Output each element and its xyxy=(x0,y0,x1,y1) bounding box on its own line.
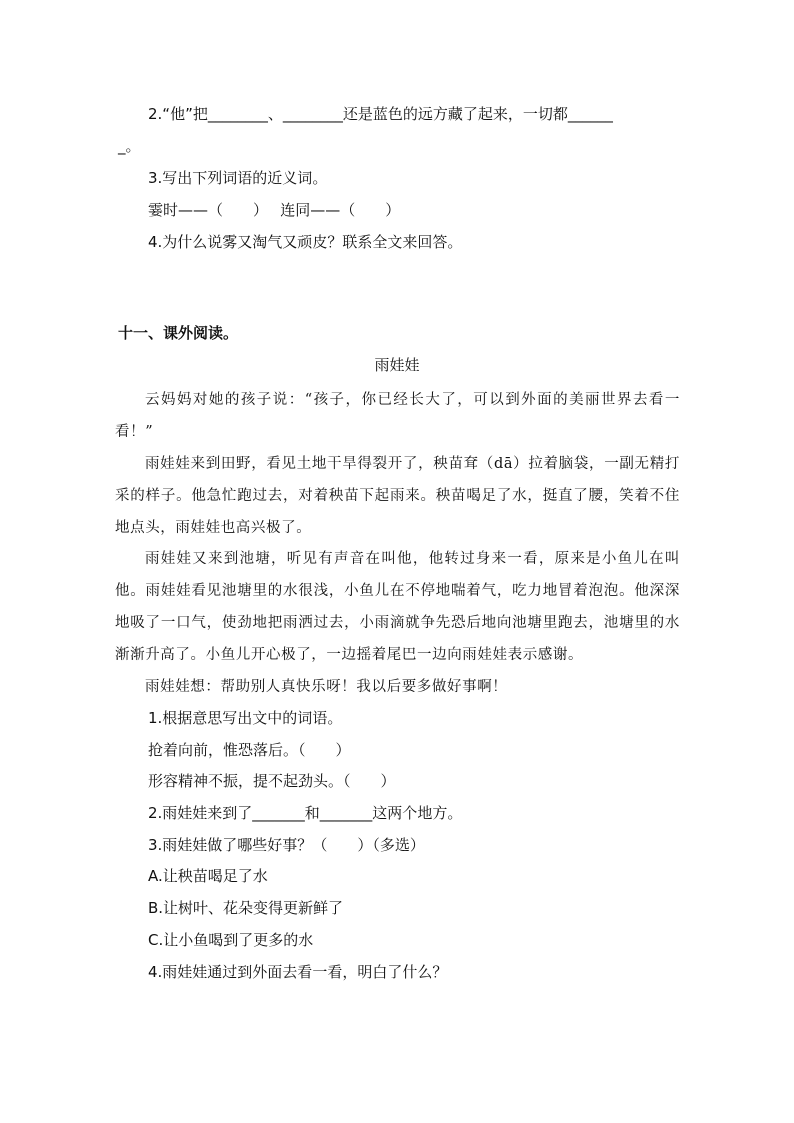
option-b: B.让树叶、花朵变得更新鲜了 xyxy=(148,899,344,917)
question-2-line-1: 2.“他”把________、________还是蓝色的远方藏了起来，一切都______ xyxy=(148,105,613,123)
passage-paragraph-2: 雨娃娃来到田野，看见土地干旱得裂开了，秧苗耷（dā）拉着脑袋，一副无精打采的样子。他急忙跑过去，对着秧苗下起雨来。秧苗喝足了水，挺直了腰，笑着不住地点头，雨娃娃也高兴极了。 xyxy=(115,456,680,536)
section-heading: 十一、课外阅读。 xyxy=(118,324,239,342)
option-c: C.让小鱼喝到了更多的水 xyxy=(148,931,314,949)
passage-paragraph-1: 云妈妈对她的孩子说：“孩子，你已经长大了，可以到外面的美丽世界去看一看！” xyxy=(115,392,680,440)
passage-question-1: 1.根据意思写出文中的词语。 xyxy=(148,709,343,727)
passage-title: 雨娃娃 xyxy=(374,356,420,374)
question-3: 3.写出下列词语的近义词。 xyxy=(148,169,328,187)
passage-paragraph-3: 雨娃娃又来到池塘，听见有声音在叫他，他转过身来一看，原来是小鱼儿在叫他。雨娃娃看见池塘里的水很浅，小鱼儿在不停地喘着气，吃力地冒着泡泡。他深深地吸了一口气，使劲地把雨洒过去，小雨滴就争先恐后地向池塘里跑去，池塘里的水渐渐升高了。小鱼儿开心极了，一边摇着尾巴一边向雨娃娃表示感谢。 xyxy=(115,551,680,663)
passage-question-3: 3.雨娃娃做了哪些好事？（ ）（多选） xyxy=(148,836,425,854)
passage-question-1-item-b: 形容精神不振，提不起劲头。（ ） xyxy=(148,772,396,790)
passage-paragraph-4: 雨娃娃想：帮助别人真快乐呀！我以后要多做好事啊！ xyxy=(145,679,508,695)
passage-question-2: 2.雨娃娃来到了_______和_______这两个地方。 xyxy=(148,804,463,822)
passage-question-1-item-a: 抢着向前，惟恐落后。（ ） xyxy=(148,741,351,759)
passage-question-4: 4.雨娃娃通过到外面去看一看，明白了什么？ xyxy=(148,963,448,981)
question-4: 4.为什么说雾又淘气又顽皮？联系全文来回答。 xyxy=(148,233,463,251)
question-3-items: 霎时——（ ） 连同——（ ） xyxy=(148,201,401,219)
option-a: A.让秧苗喝足了水 xyxy=(148,867,268,885)
question-2-line-2: _。 xyxy=(118,137,141,155)
